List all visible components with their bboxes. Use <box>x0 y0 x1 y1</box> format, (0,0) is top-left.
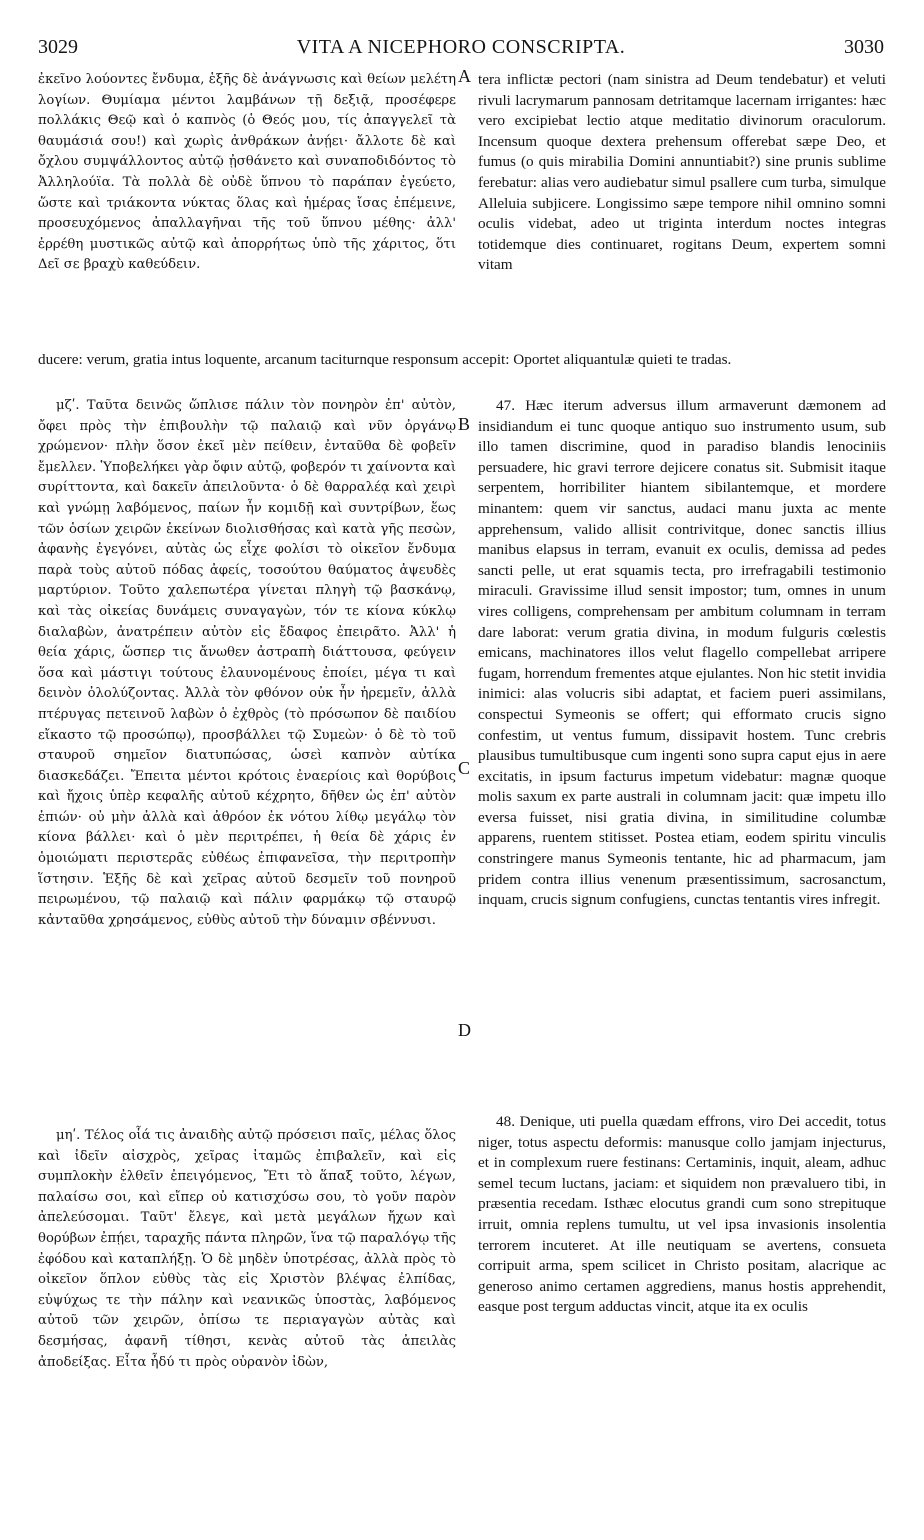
greek-paragraph-48: μηʹ. Τέλος οἷά τις ἀναιδὴς αὐτῷ πρόσεισι παῖς, μέλας ὅλος καὶ ἰδεῖν αἰσχρὸς, χεῖρας ἰταμῶς ἐπιβαλεῖν, καὶ εἰς συμπλοκὴν ἐλθεῖν ἐπειγόμενος, Ἔτι τὸ ἅπαξ τοῦτο, λέγων, παλαίσω σοι, καὶ εἴπερ οὐ κατισχύσω σου, τὸ γοῦν παρὸν ἀπελεύσομαι. Ταῦτ' ἔλεγε, καὶ μετὰ μεγάλων ἤχων καὶ θορύβων ἐπῄει, ταραχῆς πάντα πληρῶν, ἵνα τῷ παραλόγῳ τῆς ἐφόδου καὶ καταπλήξῃ. Ὁ δὲ μηδὲν ὑποτρέσας, ἀλλὰ πρὸς τὸ οἰκεῖον ὅπλον εὐθὺς τὰς εἰς Χριστὸν βλέψας ἐλπίδας, εὐψύχως τε τὴν πάλην καὶ νεανικῶς ὑποστὰς, λαβόμενος αὐτοῦ τῶν χειρῶν, ὀπίσω τε περιαγαγὼν αὐτὰς καὶ δεσμήσας, ἀφανῆ τίθησι, κενὰς αὐτοῦ τὰς ἀπειλὰς ἀποδείξας. Εἶτα ἦδύ τι πρὸς οὐρανὸν ἰδὼν, <box>38 1128 456 1370</box>
latin-block-2 <box>478 396 886 911</box>
margin-letter-c: C <box>458 758 471 778</box>
latin-spanning-text: ducere: verum, gratia intus loquente, arcanum taciturnque responsum accepit: Oportet aliquantulæ quieti te tradas. <box>38 351 732 368</box>
running-title: VITA A NICEPHORO CONSCRIPTA. <box>296 36 626 58</box>
page-number-right: 3030 <box>844 36 884 58</box>
greek-paragraph-1: ἐκεῖνο λούοντες ἔνδυμα, ἑξῆς δὲ ἀνάγνωσις καὶ θείων μελέτη λογίων. Θυμίαμα μέντοι λαμβάνων τῇ δεξιᾷ, προσέφερε πολλάκις Θεῷ καὶ ὁ καπνὸς (ὁ Θεός μου, τίς ἀπαγγελεῖ τὰ θαυμάσιά σου!) καὶ χωρὶς ἀνθράκων ἀνῄει· ἄλλοτε δὲ καὶ ὄχλου συμψάλλοντος αὐτῷ ᾐσθάνετο καὶ συναποδιδόντος τὸ Ἀλληλούϊα. Τὰ πολλὰ δὲ οὐδὲ ὕπνου τὸ παράπαν ἐγεύετο, ὥστε καὶ τριάκοντα νύκτας ὅλας καὶ ἡμέρας ἴσας ἐπέμεινε, προσευχόμενος ἀπαλλαγῆναι τῆς τοῦ ὕπνου μέθης· ἀλλ' ἐρρέθη μυστικῶς αὐτῷ καὶ ἀπορρήτως ὑπὸ τῆς χάριτος, ὅτι Δεῖ σε βραχὺ καθεύδειν. <box>38 72 456 273</box>
latin-paragraph-48: 48. Denique, uti puella quædam effrons, viro Dei accedit, totus niger, totus aspectu deformis: manusque collo jamjam injecturus, et in complexum ruere festinans: Certaminis, inquit, aleam, adhuc semel tecum luctans, jaciam: et siquidem non prævaluero tibi, in præsentia recedam. Isthæc elocutus grandi cum sono strepituque irruit, omnia replens tumultu, ut vel ipsa invasionis insolentia terrorem incuteret. At ille neutiquam se avertens, consueta corripuit arma, spem scilicet in Christo positam, alacrique ac generoso animo certamen aggrediens, manus hostis apprehendit, easque post tergum adductas vincit, atque ita ex oculis <box>478 1113 886 1316</box>
greek-paragraph-47: μζʹ. Ταῦτα δεινῶς ὥπλισε πάλιν τὸν πονηρὸν ἐπ' αὐτὸν, ὄφει πρὸς τὴν ἐπιβουλὴν τῷ παλαιῷ καὶ νῦν ὀργάνῳ χρώμενον· πλὴν ὅσον ἐκεῖ μὲν πείθειν, ἐνταῦθα δὲ φοβεῖν ἔμελλεν. Ὑποβελήκει γὰρ ὄφιν αὐτῷ, φοβερόν τι χαίνοντα καὶ συρίττοντα, καὶ δακεῖν ἀπειλοῦντα· ὁ δὲ θαρραλέᾳ καὶ χειρὶ καὶ γνώμῃ λαβόμενος, παίων ἦν κομιδῇ καὶ συντρίβων, ἕως τῶν ὁσίων χειρῶν ἐκείνων διολισθήσας καὶ κατὰ γῆς πεσὼν, ἀφανὴς ἐγεγόνει, αὐτὰς ὡς εἶχε φολίσι τὸ οἰκεῖον ἔνδυμα παρὰ τοὺς αὐτοῦ πόδας ἀφείς, τοσούτου θαύματος ἀψευδὲς μαρτύριον. Τοῦτο χαλεπωτέρα γίνεται πληγὴ τῷ βασκάνῳ, καὶ τὰς οἰκείας δυνάμεις συναγαγὼν, τόν τε κίονα κύκλῳ διαλαβὼν, ἀνατρέπειν αὐτὸν εἰς ἔδαφος ἐπειρᾶτο. Ἀλλ' ἡ θεία χάρις, ὥσπερ τις ἄνωθεν ἀστραπὴ διάττουσα, φεύγειν ὅσα καὶ μάστιγι τούτους ἐλαυνομένους ἐποίει, μέγα τι καὶ δεινὸν ὀλολύζοντας. Ἀλλὰ τὸν φθόνον οὐκ ἦν ἠρεμεῖν, ἀλλὰ πτέρυγας πετεινοῦ λαβὼν ὁ ἐχθρὸς (τὸ πρόσωπον δὲ παιδίου εἴκαστο τῷ προσώπῳ), προσβάλλει τῷ Συμεὼν· ὁ δὲ τὸ τοῦ σταυροῦ σημεῖον διατυπώσας, ὡσεὶ καπνὸν αὐτίκα διασκεδάζει. Ἔπειτα μέντοι κρότοις ἐναερίοις καὶ θορύβοις καὶ ἤχοις ὑπὲρ κεφαλῆς αὐτοῦ κέχρητο, δῆθεν ὡς ἐπ' αὐτὸν ἐπιών· οὐ μὴν ἀλλὰ καὶ ἀθρόον ἐκ νότου λίθῳ μεγάλῳ τὸν κίονα βάλλει· καὶ ὁ μὲν περιτρέπει, ἡ θεία δὲ χάρις ἐν ὁμοιώματι περιστερᾶς εὐθέως ἐπιφανεῖσα, τὴν περιτροπὴν ἵστησιν. Ἑξῆς δὲ καὶ χεῖρας αὐτοῦ δεσμεῖν τοῦ πονηροῦ πειρωμένου, τῷ παλαιῷ καὶ πάλιν φαρμάκῳ τῷ σταυρῷ κἀνταῦθα χρησάμενος, εὐθὺς αὐτοῦ τὴν δύναμιν σβέννυσι. <box>38 398 456 928</box>
latin-block-1 <box>478 70 886 276</box>
margin-letter-a: A <box>458 66 471 86</box>
latin-paragraph-1: tera inflictæ pectori (nam sinistra ad Deum tendebatur) et veluti rivuli lacrymarum pannosam detritamque lacernam irrigantes: hæc vero excipiebat lectio atque meditatio divinorum oraculorum. Incensum quoque dextera prehensum offerebat sæpe Deo, et fumus (o quis mirabilia Domini annuntiabit?) sine prunis sublime ferebatur: alias vero audiebatur simul psallere cum turba, simulque Alleluia subjicere. Longissimo sæpe tempore nihil omnino somni oculis videbat, adeo ut triginta interdum noctes integras totidemque dies continuaret, rogitans Deum, expertem somni vitam <box>478 71 886 274</box>
margin-letter-b: B <box>458 414 471 434</box>
page-number-left: 3029 <box>38 36 78 58</box>
margin-letter-d: D <box>458 1020 471 1040</box>
greek-block-2 <box>38 396 456 931</box>
greek-block-1 <box>38 70 456 276</box>
latin-paragraph-47: 47. Hæc iterum adversus illum armaverunt dæmonem ad insidiandum ei tunc quoque antiquo suo instrumento usum, sub illo tamen discrimine, quod in paradiso blandis lenociniis persuadere, hic gravi terrore dejicere conatus sit. Submisit itaque serpentem, horribiliter hiantem sibilantemque, et mordere minantem: quem vir sanctus, audaci manu juxta ac mente apprehensum, valido allisit contrivitque, donec sanctis illius manibus elapsus in terram, evanuit ex oculis, demissa ad pedes sancti pelle, ut erat squamis tecta, pro irrefragabili testimonio miraculi. Gravissime illud sensit impostor; tum, omnes in unum vires colligens, comprehensam per ambitum columnam in terram dare laborat: verum gratia divina, in modum fulguris cœlestis emicans, machinatores illos velut flagello compellebat arripere fugam, horrendum frementes atque ejulantes. Non hic stetit invidia inimici: alas volucris sibi adaptat, et faciem pueri assimilans, conspectui Symeonis se offert; qui efformato crucis signo confestim, ut ventus fumum, dissipavit hostem. Tunc crebris plausibus tumultibusque cum ingenti sono supra caput ejus in aere excitatis, in ipsum facturus impetum videbatur: magnæ quoque molis saxum ex parte australi in columnam jacit: quæ impetu illo eversa fuisset, nisi gratia divina, in similitudine columbæ apparens, ruentem stitisset. Postea etiam, eodem spiritu vinculis constringere manus Symeonis tentante, hic ad pharmacum, jam pridem contra illius venenum præsentissimum, sacrosanctum, inquam, crucis signum confugiens, cunctas tentantis vires infregit. <box>478 397 886 909</box>
latin-full-width-line <box>38 350 886 371</box>
greek-block-3 <box>38 1126 456 1373</box>
latin-block-3 <box>478 1112 886 1318</box>
running-header <box>38 36 884 66</box>
